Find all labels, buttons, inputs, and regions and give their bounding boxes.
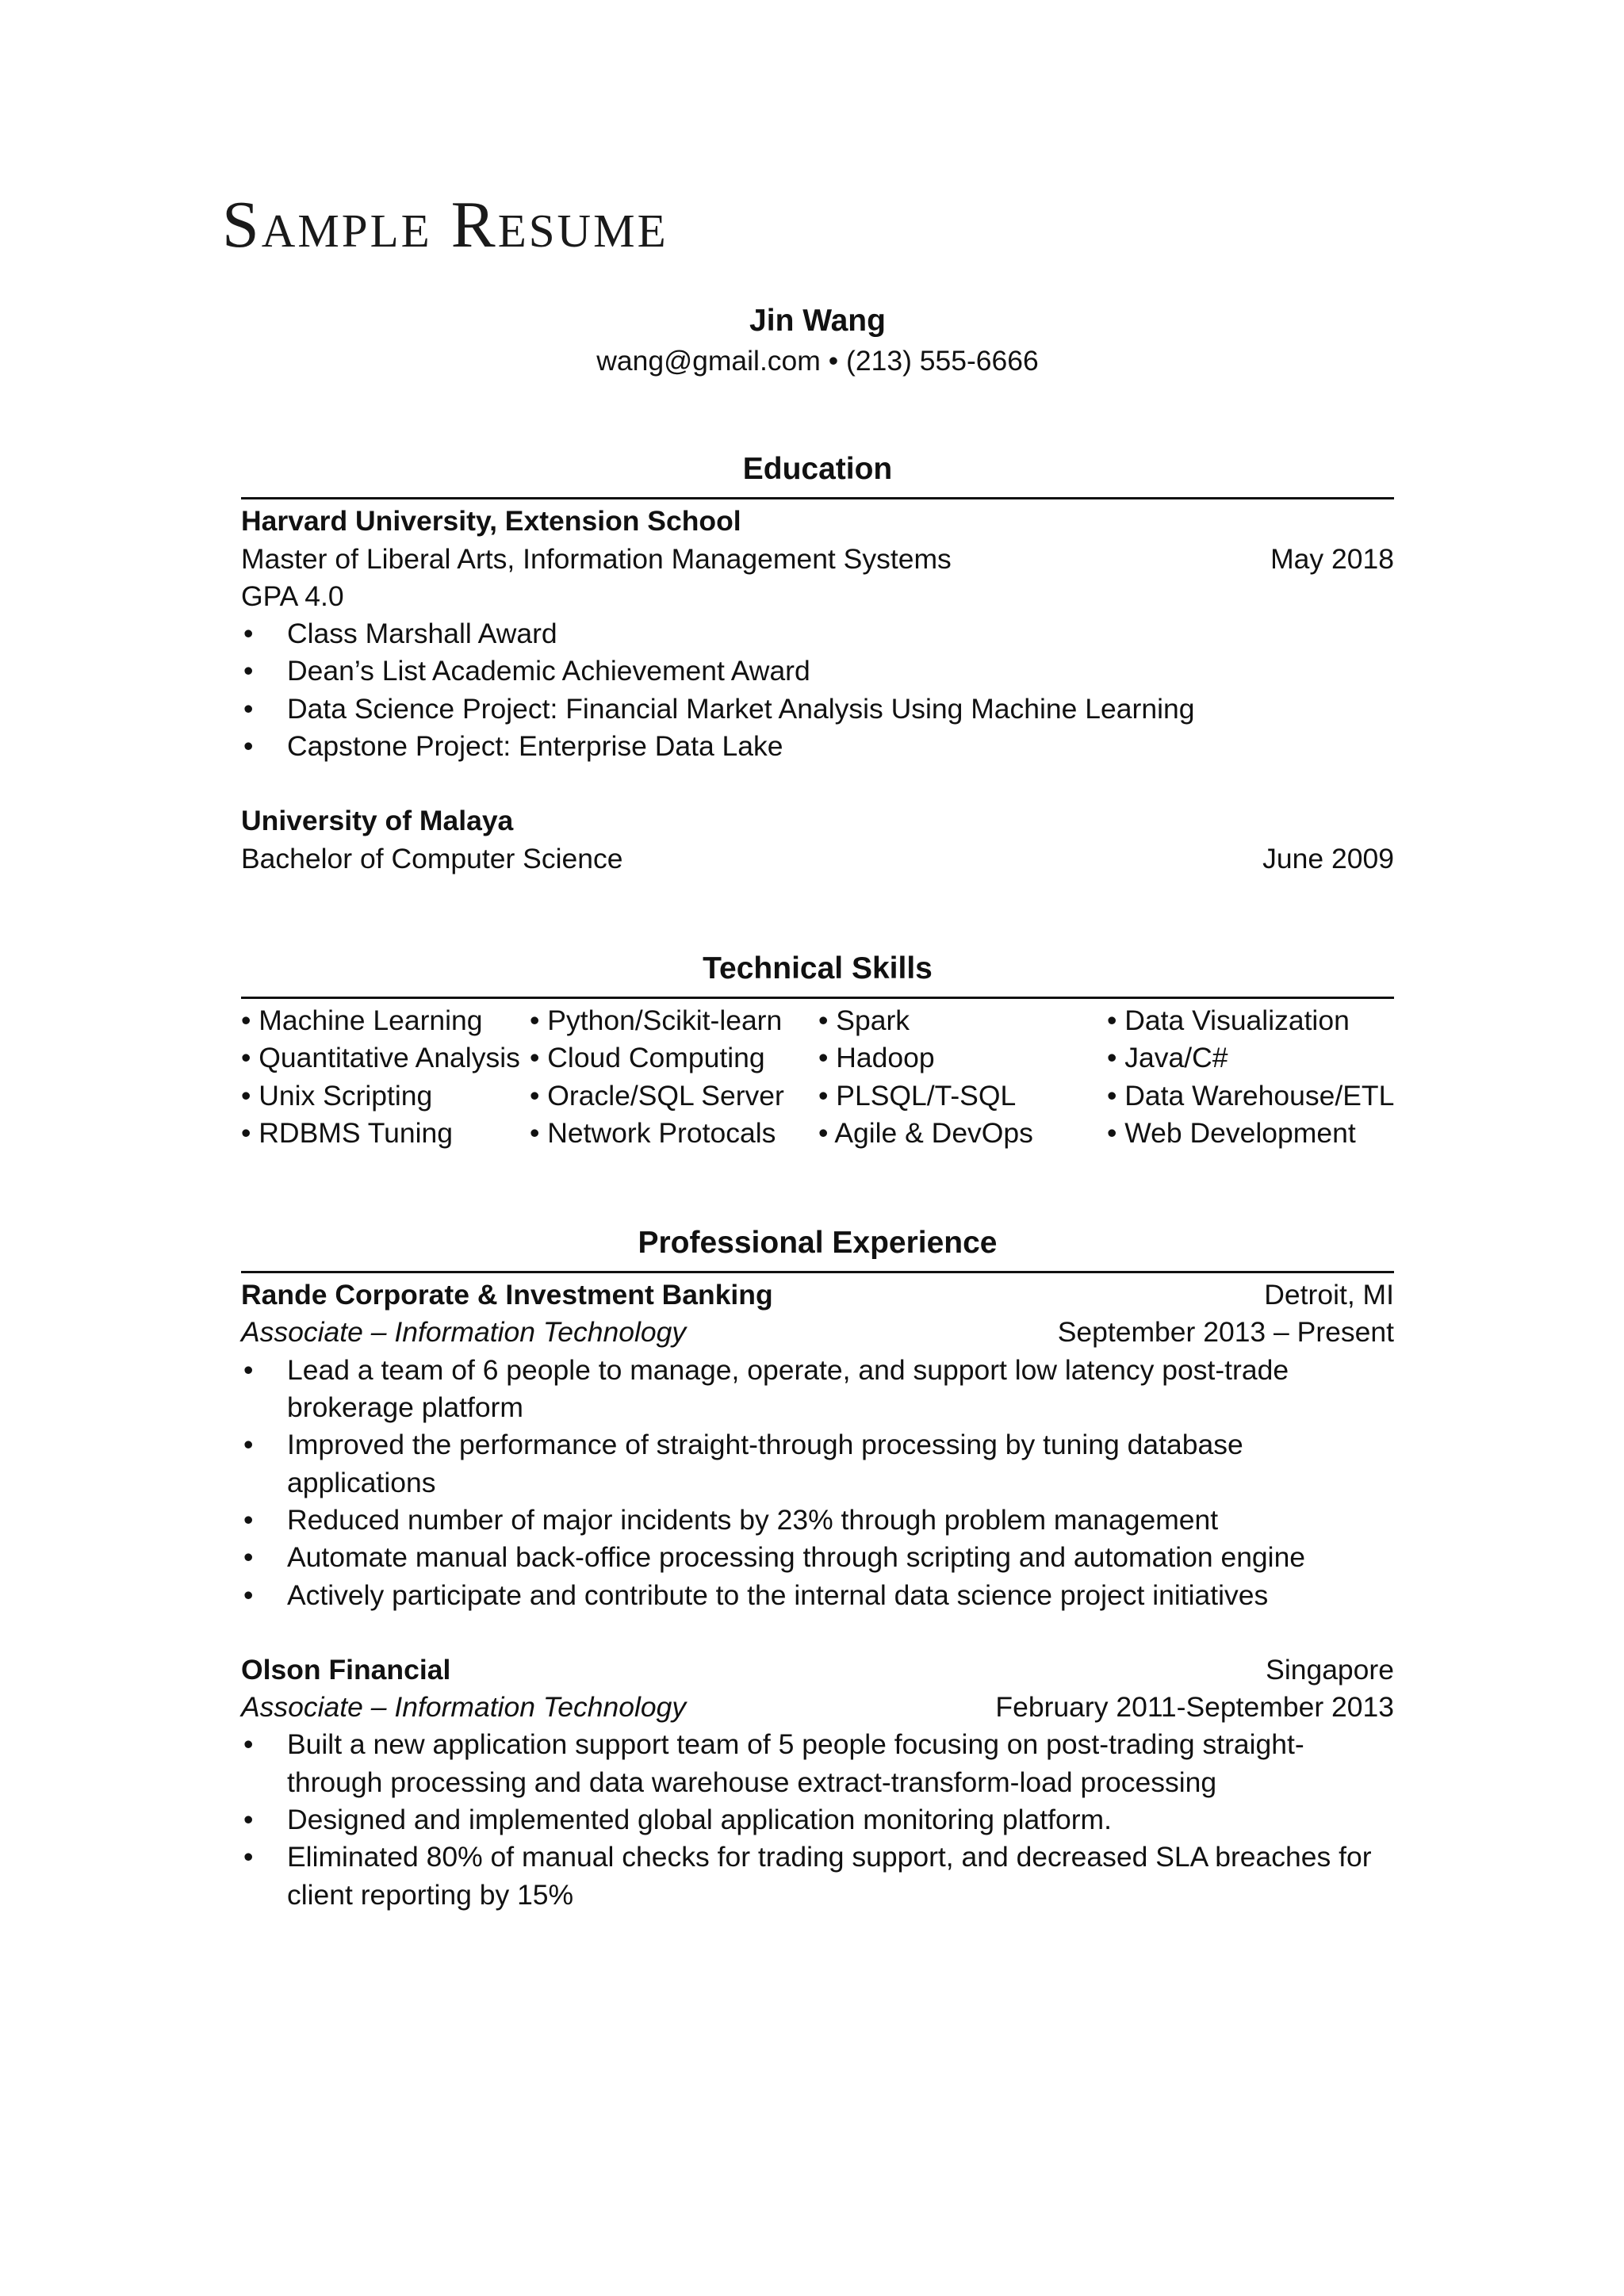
list-item: • Class Marshall Award xyxy=(241,615,1394,652)
job-title: Associate – Information Technology xyxy=(241,1316,687,1349)
bullet-dot: • xyxy=(243,1429,254,1461)
bullet-dot: • xyxy=(243,1353,254,1386)
list-item: • Data Science Project: Financial Market Analysis Using Machine Learning xyxy=(241,691,1394,728)
skills-divider xyxy=(241,997,1394,999)
list-item: • Dean’s List Academic Achievement Award xyxy=(241,652,1394,690)
bullet-dot: • xyxy=(243,1541,254,1574)
bullet-dot: • xyxy=(243,1578,254,1611)
bullet-dot: • xyxy=(243,1841,254,1873)
company-name: Rande Corporate & Investment Banking xyxy=(241,1279,773,1311)
bullet-dot: • xyxy=(243,655,254,687)
skill-item: • RDBMS Tuning xyxy=(241,1116,453,1149)
job-dates: February 2011-September 2013 xyxy=(995,1691,1394,1724)
education-divider xyxy=(241,497,1394,499)
degree: Master of Liberal Arts, Information Management Systems xyxy=(241,542,952,575)
skill-item: • Quantitative Analysis xyxy=(241,1042,520,1074)
skill-item: • Data Visualization xyxy=(1107,1004,1350,1036)
skill-item: • Cloud Computing xyxy=(530,1042,765,1074)
skills-grid xyxy=(241,1002,1394,1152)
job-bullets xyxy=(241,1352,1394,1614)
skill-item: • Agile & DevOps xyxy=(818,1116,1033,1149)
education-entry-harvard xyxy=(241,503,1394,765)
candidate-name: Jin Wang xyxy=(749,304,886,338)
experience-heading: Professional Experience xyxy=(638,1226,998,1261)
skills-heading: Technical Skills xyxy=(703,951,933,985)
job-bullets xyxy=(241,1726,1394,1913)
skill-item: • Hadoop xyxy=(818,1042,935,1074)
bullet-dot: • xyxy=(243,1503,254,1536)
graduation-date: May 2018 xyxy=(1270,542,1394,575)
bullet-dot: • xyxy=(243,1728,254,1761)
skill-item: • Python/Scikit-learn xyxy=(530,1004,783,1036)
skill-item: • Java/C# xyxy=(1107,1042,1228,1074)
bullet-dot: • xyxy=(243,730,254,763)
bullet-dot: • xyxy=(243,692,254,725)
degree-row xyxy=(241,840,1394,878)
school-name: Harvard University, Extension School xyxy=(241,505,741,538)
experience-divider xyxy=(241,1271,1394,1273)
document-title: Sample Resume xyxy=(222,188,668,262)
skill-item: • Unix Scripting xyxy=(241,1079,433,1112)
job-dates: September 2013 – Present xyxy=(1057,1316,1394,1349)
list-item: • Reduced number of major incidents by 23% through problem management xyxy=(241,1502,1394,1539)
skill-item: • Oracle/SQL Server xyxy=(530,1079,784,1112)
contact-line: wang@gmail.com • (213) 555-6666 xyxy=(596,345,1039,377)
job-title-row xyxy=(241,1689,1394,1726)
job-location: Singapore xyxy=(1266,1653,1394,1686)
list-item: • Lead a team of 6 people to manage, operate, and support low latency post-trade brokerage platform xyxy=(241,1352,1394,1427)
job-title: Associate – Information Technology xyxy=(241,1691,687,1724)
job-header-row xyxy=(241,1276,1394,1314)
company-name: Olson Financial xyxy=(241,1653,451,1686)
education-entry-malaya xyxy=(241,802,1394,878)
list-item: • Improved the performance of straight-through processing by tuning database applications xyxy=(241,1426,1394,1502)
list-item: • Eliminated 80% of manual checks for trading support, and decreased SLA breaches for client reporting by 15% xyxy=(241,1839,1394,1914)
job-olson xyxy=(241,1651,1394,1914)
skill-item: • Spark xyxy=(818,1004,910,1036)
resume-content xyxy=(241,300,1394,1914)
education-bullets xyxy=(241,615,1394,765)
list-item: • Built a new application support team of 5 people focusing on post-trading straight-through processing and data warehouse extract-transform-load processing xyxy=(241,1726,1394,1801)
skill-item: • PLSQL/T-SQL xyxy=(818,1079,1017,1112)
degree-row xyxy=(241,541,1394,578)
job-title-row xyxy=(241,1314,1394,1351)
skill-item: • Network Protocals xyxy=(530,1116,776,1149)
list-item: • Automate manual back-office processing through scripting and automation engine xyxy=(241,1539,1394,1576)
education-heading: Education xyxy=(742,452,893,487)
list-item: • Actively participate and contribute to the internal data science project initiatives xyxy=(241,1577,1394,1614)
job-location: Detroit, MI xyxy=(1264,1279,1394,1311)
job-rande xyxy=(241,1276,1394,1614)
list-item: • Designed and implemented global application monitoring platform. xyxy=(241,1801,1394,1839)
school-name: University of Malaya xyxy=(241,805,514,837)
skill-item: • Web Development xyxy=(1107,1116,1356,1149)
list-item: • Capstone Project: Enterprise Data Lake xyxy=(241,728,1394,765)
graduation-date: June 2009 xyxy=(1262,842,1394,874)
bullet-dot: • xyxy=(243,1804,254,1836)
skill-item: • Machine Learning xyxy=(241,1004,483,1036)
job-header-row xyxy=(241,1651,1394,1689)
bullet-dot: • xyxy=(243,618,254,650)
gpa: GPA 4.0 xyxy=(241,580,344,612)
skill-item: • Data Warehouse/ETL xyxy=(1107,1079,1395,1112)
degree: Bachelor of Computer Science xyxy=(241,842,623,874)
